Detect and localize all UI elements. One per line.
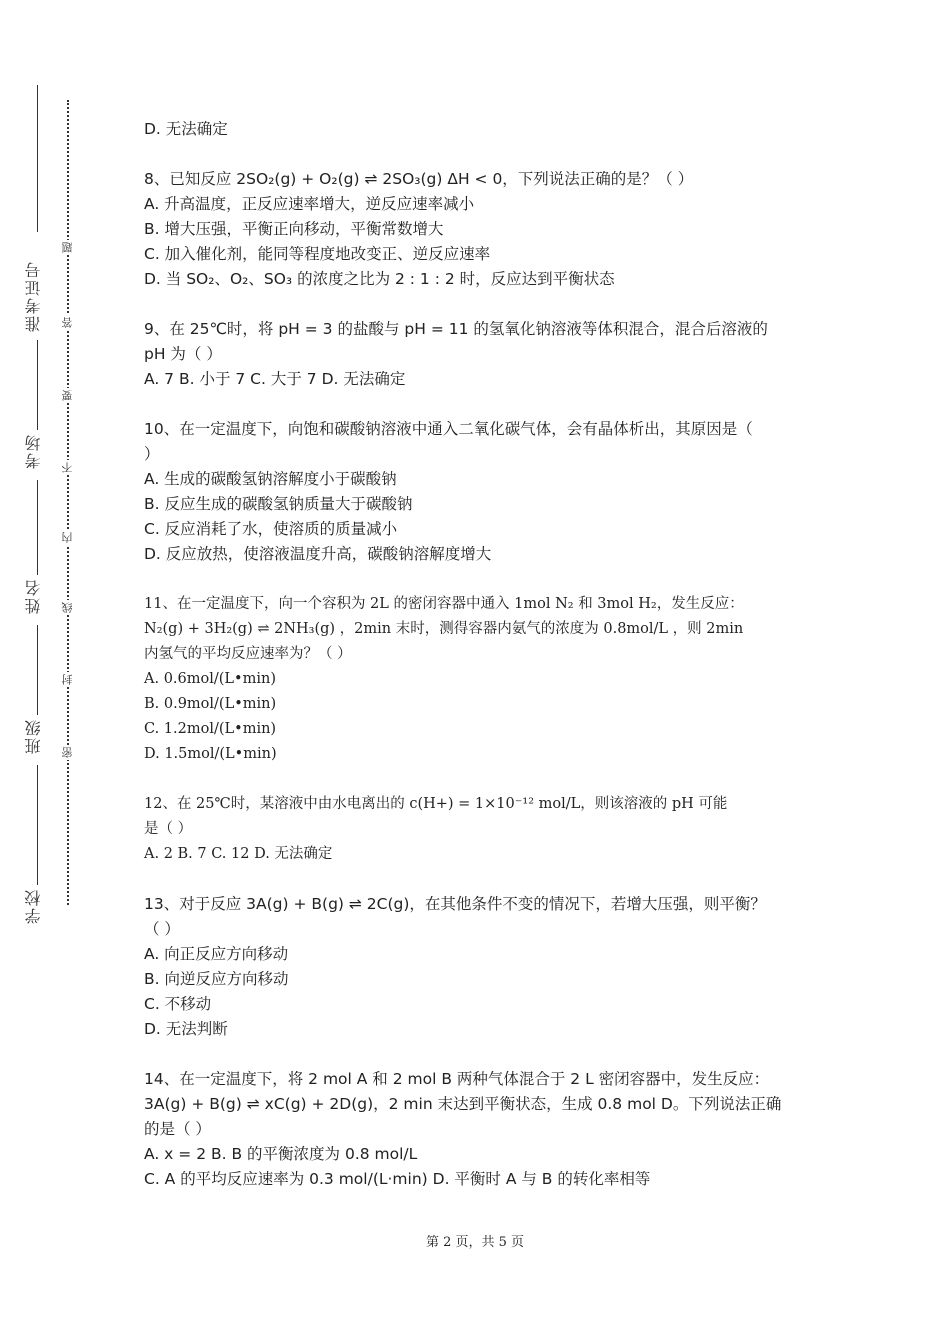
seal-char: 不 <box>61 462 74 473</box>
option-line: A. 2 B. 7 C. 12 D. 无法确定 <box>144 846 333 862</box>
option-line: A. 0.6mol/(L•min) <box>144 671 276 687</box>
seal-char: 题 <box>61 242 74 253</box>
question-14-stem: 的是（ ） <box>144 1120 211 1138</box>
option-line: C. 反应消耗了水，使溶质的质量减小 <box>144 520 398 538</box>
page-footer: 第 2 页，共 5 页 <box>425 1235 525 1250</box>
option-line: C. 1.2mol/(L•min) <box>144 721 277 737</box>
question-11-stem: N₂(g) + 3H₂(g) ⇌ 2NH₃(g) ，2min 末时，测得容器内氨气的浓度为 0.8mol/L ，则 2min <box>144 621 744 637</box>
option-line: D. 无法确定 <box>144 120 228 138</box>
question-14-stem: 3A(g) + B(g) ⇌ xC(g) + 2D(g)，2 min 末达到平衡状态，生成 0.8 mol D。下列说法正确 <box>144 1095 782 1113</box>
seal-char: 答 <box>61 317 74 328</box>
question-14-stem: 14、在一定温度下，将 2 mol A 和 2 mol B 两种气体混合于 2 L 密闭容器中，发生反应： <box>144 1070 770 1088</box>
option-line: B. 增大压强，平衡正向移动，平衡常数增大 <box>144 220 444 238</box>
divider <box>37 480 38 575</box>
option-line: B. 向逆反应方向移动 <box>144 970 289 988</box>
seal-char: 内 <box>61 532 74 543</box>
seal-dotted-line <box>67 100 69 905</box>
option-line: C. 加入催化剂，能同等程度地改变正、逆反应速率 <box>144 245 491 263</box>
option-line: C. 不移动 <box>144 995 212 1013</box>
question-9-stem: pH 为（ ） <box>144 345 222 363</box>
seal-char: 要 <box>61 390 74 401</box>
class-label: 班级 <box>24 718 43 754</box>
exam-room-label: 考场 <box>24 433 43 469</box>
seal-char: 密 <box>61 747 74 758</box>
option-line: A. 7 B. 小于 7 C. 大于 7 D. 无法确定 <box>144 370 406 388</box>
name-label: 姓名 <box>24 578 43 614</box>
question-12-stem: 是（ ） <box>144 821 193 837</box>
divider <box>37 625 38 715</box>
question-10-stem: ） <box>144 445 160 463</box>
seal-char: 封 <box>61 674 74 685</box>
option-line: B. 反应生成的碳酸氢钠质量大于碳酸钠 <box>144 495 413 513</box>
school-label: 学校 <box>24 888 43 924</box>
option-line: A. 向正反应方向移动 <box>144 945 289 963</box>
option-line: C. A 的平均反应速率为 0.3 mol/(L·min) D. 平衡时 A 与 B 的转化率相等 <box>144 1170 651 1188</box>
divider <box>37 85 38 232</box>
question-10-stem: 10、在一定温度下，向饱和碳酸钠溶液中通入二氧化碳气体，会有晶体析出，其原因是（ <box>144 420 753 438</box>
question-11-stem: 11、在一定温度下，向一个容积为 2L 的密闭容器中通入 1mol N₂ 和 3mol H₂，发生反应： <box>144 596 744 612</box>
option-line: A. 生成的碳酸氢钠溶解度小于碳酸钠 <box>144 470 397 488</box>
seal-char: 线 <box>61 602 74 613</box>
question-9-stem: 9、在 25℃时，将 pH = 3 的盐酸与 pH = 11 的氢氧化钠溶液等体积混合，混合后溶液的 <box>144 320 768 338</box>
question-11-stem: 内氢气的平均反应速率为？（ ） <box>144 646 352 662</box>
divider <box>37 765 38 885</box>
option-line: B. 0.9mol/(L•min) <box>144 696 277 712</box>
option-line: D. 反应放热，使溶液温度升高，碳酸钠溶解度增大 <box>144 545 492 563</box>
option-line: D. 1.5mol/(L•min) <box>144 746 277 762</box>
question-8-stem: 8、已知反应 2SO₂(g) + O₂(g) ⇌ 2SO₃(g) ΔH < 0，下列说法正确的是？（ ） <box>144 170 694 188</box>
option-line: A. x = 2 B. B 的平衡浓度为 0.8 mol/L <box>144 1145 418 1163</box>
question-12-stem: 12、在 25℃时，某溶液中由水电离出的 c(H+) = 1×10⁻¹² mol/L，则该溶液的 pH 可能 <box>144 796 728 812</box>
question-13-stem: （ ） <box>144 920 180 938</box>
option-line: D. 当 SO₂、O₂、SO₃ 的浓度之比为 2 : 1 : 2 时，反应达到平衡状态 <box>144 270 615 288</box>
option-line: D. 无法判断 <box>144 1020 228 1038</box>
exam-number-label: 准考证号 <box>24 260 43 332</box>
binding-margin <box>0 0 120 1344</box>
divider <box>37 340 38 430</box>
question-13-stem: 13、对于反应 3A(g) + B(g) ⇌ 2C(g)，在其他条件不变的情况下，若增大压强，则平衡？ <box>144 895 766 913</box>
option-line: A. 升高温度，正反应速率增大，逆反应速率减小 <box>144 195 475 213</box>
